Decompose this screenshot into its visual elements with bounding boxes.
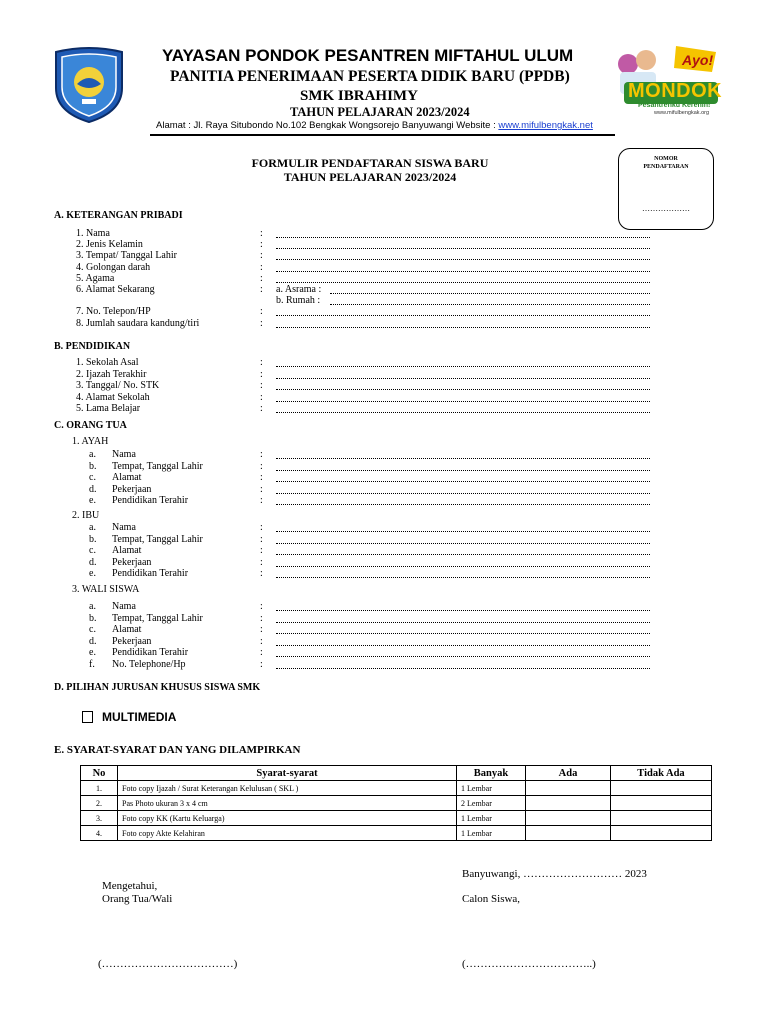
section-c-title: C. ORANG TUA [54,420,127,431]
cell-requirement: Foto copy Akte Kelahiran [118,826,457,841]
b-item-2-colon: : [260,369,263,380]
school-logo [52,44,126,124]
cell-available[interactable] [526,826,611,841]
asrama-label: a. Asrama : [276,284,322,295]
ayah-item-3-colon: : [260,472,263,483]
b-item-4-label: 4. Alamat Sekolah [76,392,150,403]
ayah-item-1-label: Nama [112,449,136,460]
student-label: Calon Siswa, [462,893,521,905]
ayah-item-5-label: Pendidikan Terahir [112,495,189,506]
ayah-item-2-letter: b. [89,460,97,472]
wali-item-4-letter: d. [89,635,97,647]
ibu-item-1-field[interactable] [276,522,650,532]
col-not-available: Tidak Ada [611,766,712,781]
a-item-8-label: 8. Jumlah saudara kandung/tiri [76,318,200,329]
wali-title: 3. WALI SISWA [72,584,140,595]
cell-quantity: 1 Lembar [457,826,526,841]
parent-signature-line: (………………………………) [98,958,238,970]
a-item-1-field[interactable] [276,228,650,238]
cell-no: 4. [81,826,118,841]
ayah-item-5-field[interactable] [276,495,650,505]
cell-no: 1. [81,781,118,796]
cell-not-available[interactable] [611,811,712,826]
ayah-item-4-label: Pekerjaan [112,483,152,495]
ibu-item-3-field[interactable] [276,545,650,555]
a-item-4-colon: : [260,262,263,273]
section-d-title: D. PILIHAN JURUSAN KHUSUS SISWA SMK [54,682,261,693]
promo-main-text: MONDOK [628,80,723,102]
ibu-item-4-colon: : [260,556,263,568]
cell-no: 2. [81,796,118,811]
table-row [81,796,712,811]
b-item-5-colon: : [260,403,263,414]
ibu-item-5-field[interactable] [276,568,650,578]
cell-requirement: Foto copy KK (Kartu Keluarga) [118,811,457,826]
wali-item-1-field[interactable] [276,601,650,611]
requirements-table [80,765,712,841]
ayah-item-2-label: Tempat, Tanggal Lahir [112,460,203,472]
a-item-1-colon: : [260,228,263,239]
b-item-2-label: 2. Ijazah Terakhir [76,369,147,380]
cell-quantity: 2 Lembar [457,796,526,811]
cell-no: 3. [81,811,118,826]
wali-item-4-colon: : [260,635,263,647]
promo-sub-text: Pesantrenku Kerenin! [638,102,711,109]
a-item-2-field[interactable] [276,239,650,249]
b-item-1-colon: : [260,357,263,368]
b-item-3-field[interactable] [276,380,650,390]
col-quantity: Banyak [457,766,526,781]
wali-item-6-colon: : [260,658,263,670]
ayah-item-2-colon: : [260,460,263,472]
cell-quantity: 1 Lembar [457,781,526,796]
ayah-item-5-colon: : [260,495,263,506]
a-item-5-label: 5. Agama [76,273,115,284]
wali-item-4-label: Pekerjaan [112,635,152,647]
a-item-1-label: 1. Nama [76,228,110,239]
form-title: FORMULIR PENDAFTARAN SISWA BARU [251,156,489,170]
ibu-item-2-colon: : [260,533,263,545]
a-item-2-label: 2. Jenis Kelamin [76,239,143,250]
ayah-item-3-label: Alamat [112,472,142,483]
wali-item-4-field[interactable] [276,636,650,646]
ayah-item-3-field[interactable] [276,472,650,482]
registration-number-box [618,148,714,230]
a-item-2-colon: : [260,239,263,250]
wali-item-3-label: Alamat [112,624,142,635]
wali-item-2-colon: : [260,612,263,624]
ibu-item-4-field[interactable] [276,557,650,567]
ibu-item-5-label: Pendidikan Terahir [112,568,189,579]
b-item-3-colon: : [260,380,263,391]
multimedia-checkbox[interactable] [82,711,93,723]
section-a-title: A. KETERANGAN PRIBADI [54,210,183,221]
ayah-item-4-field[interactable] [276,484,650,494]
wali-item-1-colon: : [260,601,263,612]
student-signature-line: (……………………………..) [462,958,596,970]
cell-not-available[interactable] [611,796,712,811]
ibu-item-2-field[interactable] [276,534,650,544]
header-committee: PANITIA PENERIMAAN PESERTA DIDIK BARU (PPDB) [170,68,570,85]
table-row [81,781,712,796]
cell-available[interactable] [526,811,611,826]
ibu-item-5-letter: e. [89,568,96,579]
ayah-item-1-letter: a. [89,449,96,460]
cell-available[interactable] [526,796,611,811]
a-item-4-field[interactable] [276,262,650,272]
b-item-5-field[interactable] [276,403,650,413]
wali-item-2-field[interactable] [276,613,650,623]
b-item-3-label: 3. Tanggal/ No. STK [76,380,160,391]
wali-item-5-label: Pendidikan Terahir [112,647,189,658]
cell-requirement: Pas Photo ukuran 3 x 4 cm [118,796,457,811]
ayah-item-1-field[interactable] [276,449,650,459]
wali-item-5-letter: e. [89,647,96,658]
wali-item-1-label: Nama [112,601,136,612]
wali-item-1-letter: a. [89,601,96,612]
cell-not-available[interactable] [611,781,712,796]
wali-item-2-label: Tempat, Tanggal Lahir [112,612,203,624]
col-no: No [81,766,118,781]
a-item-8-field[interactable] [276,318,650,328]
ibu-item-3-label: Alamat [112,545,142,556]
b-item-4-colon: : [260,392,263,403]
b-item-5-label: 5. Lama Belajar [76,403,141,414]
a-item-7-label: 7. No. Telepon/HP [76,306,151,317]
ibu-title: 2. IBU [72,510,100,521]
wali-item-2-letter: b. [89,612,97,624]
wali-item-3-letter: c. [89,624,96,635]
a-item-5-field[interactable] [276,273,650,283]
reg-label-2: PENDAFTARAN [643,164,689,170]
wali-item-6-label: No. Telephone/Hp [112,658,186,670]
a-item-8-colon: : [260,318,263,329]
header-rule [150,134,615,136]
promo-top-text: Ayo! [682,52,714,68]
ayah-title: 1. AYAH [72,436,109,447]
a-item-7-colon: : [260,306,263,317]
promo-badge [616,42,724,118]
col-available: Ada [526,766,611,781]
ibu-item-3-colon: : [260,545,263,556]
parent-label: Orang Tua/Wali [102,893,173,905]
reg-number-field[interactable]: ……………… [642,204,690,213]
ayah-item-5-letter: e. [89,495,96,506]
header-foundation: YAYASAN PONDOK PESANTREN MIFTAHUL ULUM [162,46,574,65]
wali-item-6-letter: f. [89,658,95,670]
table-row [81,826,712,841]
multimedia-label: MULTIMEDIA [102,710,177,724]
ayah-item-4-letter: d. [89,483,97,495]
table-row [81,811,712,826]
a-item-4-label: 4. Golongan darah [76,262,151,273]
ibu-item-1-letter: a. [89,522,96,533]
ayah-item-1-colon: : [260,449,263,460]
acknowledged-label: Mengetahui, [102,880,158,892]
wali-item-3-colon: : [260,624,263,635]
a-item-3-field[interactable] [276,250,650,260]
cell-not-available[interactable] [611,826,712,841]
a-item-5-colon: : [260,273,263,284]
a-item-3-label: 3. Tempat/ Tanggal Lahir [76,250,177,261]
ibu-item-5-colon: : [260,568,263,579]
header-address: Alamat : Jl. Raya Situbondo No.102 Bengkak Wongsorejo Banyuwangi Website : www.mifulbengkak.net [156,120,593,131]
ayah-item-2-field[interactable] [276,461,650,471]
rumah-field[interactable] [330,295,650,305]
cell-available[interactable] [526,781,611,796]
a-item-7-field[interactable] [276,306,650,316]
reg-label: NOMOR [654,156,678,162]
cell-requirement: Foto copy Ijazah / Surat Keterangan Kelulusan ( SKL ) [118,781,457,796]
ibu-item-1-colon: : [260,522,263,533]
ibu-item-4-letter: d. [89,556,97,568]
table-header-row [81,766,712,781]
address-colon: : [260,284,263,295]
wali-item-5-field[interactable] [276,647,650,657]
ibu-item-4-label: Pekerjaan [112,556,152,568]
b-item-1-label: 1. Sekolah Asal [76,357,139,368]
a-item-6-label: 6. Alamat Sekarang [76,284,155,295]
a-item-3-colon: : [260,250,263,261]
section-b-title: B. PENDIDIKAN [54,341,131,352]
wali-item-3-field[interactable] [276,624,650,634]
ibu-item-2-letter: b. [89,533,97,545]
rumah-label: b. Rumah : [276,295,321,306]
ibu-item-2-label: Tempat, Tanggal Lahir [112,533,203,545]
form-subtitle: TAHUN PELAJARAN 2023/2024 [283,170,457,184]
cell-quantity: 1 Lembar [457,811,526,826]
wali-item-5-colon: : [260,647,263,658]
header-year: TAHUN PELAJARAN 2023/2024 [290,105,470,119]
promo-url-text: www.mifulbengkak.org [654,110,710,116]
header-school: SMK IBRAHIMY [300,88,418,104]
col-requirement: Syarat-syarat [118,766,457,781]
ibu-item-1-label: Nama [112,522,136,533]
wali-item-6-field[interactable] [276,659,650,669]
ibu-item-3-letter: c. [89,545,96,556]
b-item-2-field[interactable] [276,369,650,379]
section-e-title: E. SYARAT-SYARAT DAN YANG DILAMPIRKAN [54,744,301,756]
place-date: Banyuwangi, ……………………… 2023 [462,868,647,880]
b-item-1-field[interactable] [276,357,650,367]
ayah-item-3-letter: c. [89,472,96,483]
ayah-item-4-colon: : [260,483,263,495]
asrama-field[interactable] [330,284,650,294]
b-item-4-field[interactable] [276,392,650,402]
website-link[interactable]: www.mifulbengkak.net [498,120,593,131]
